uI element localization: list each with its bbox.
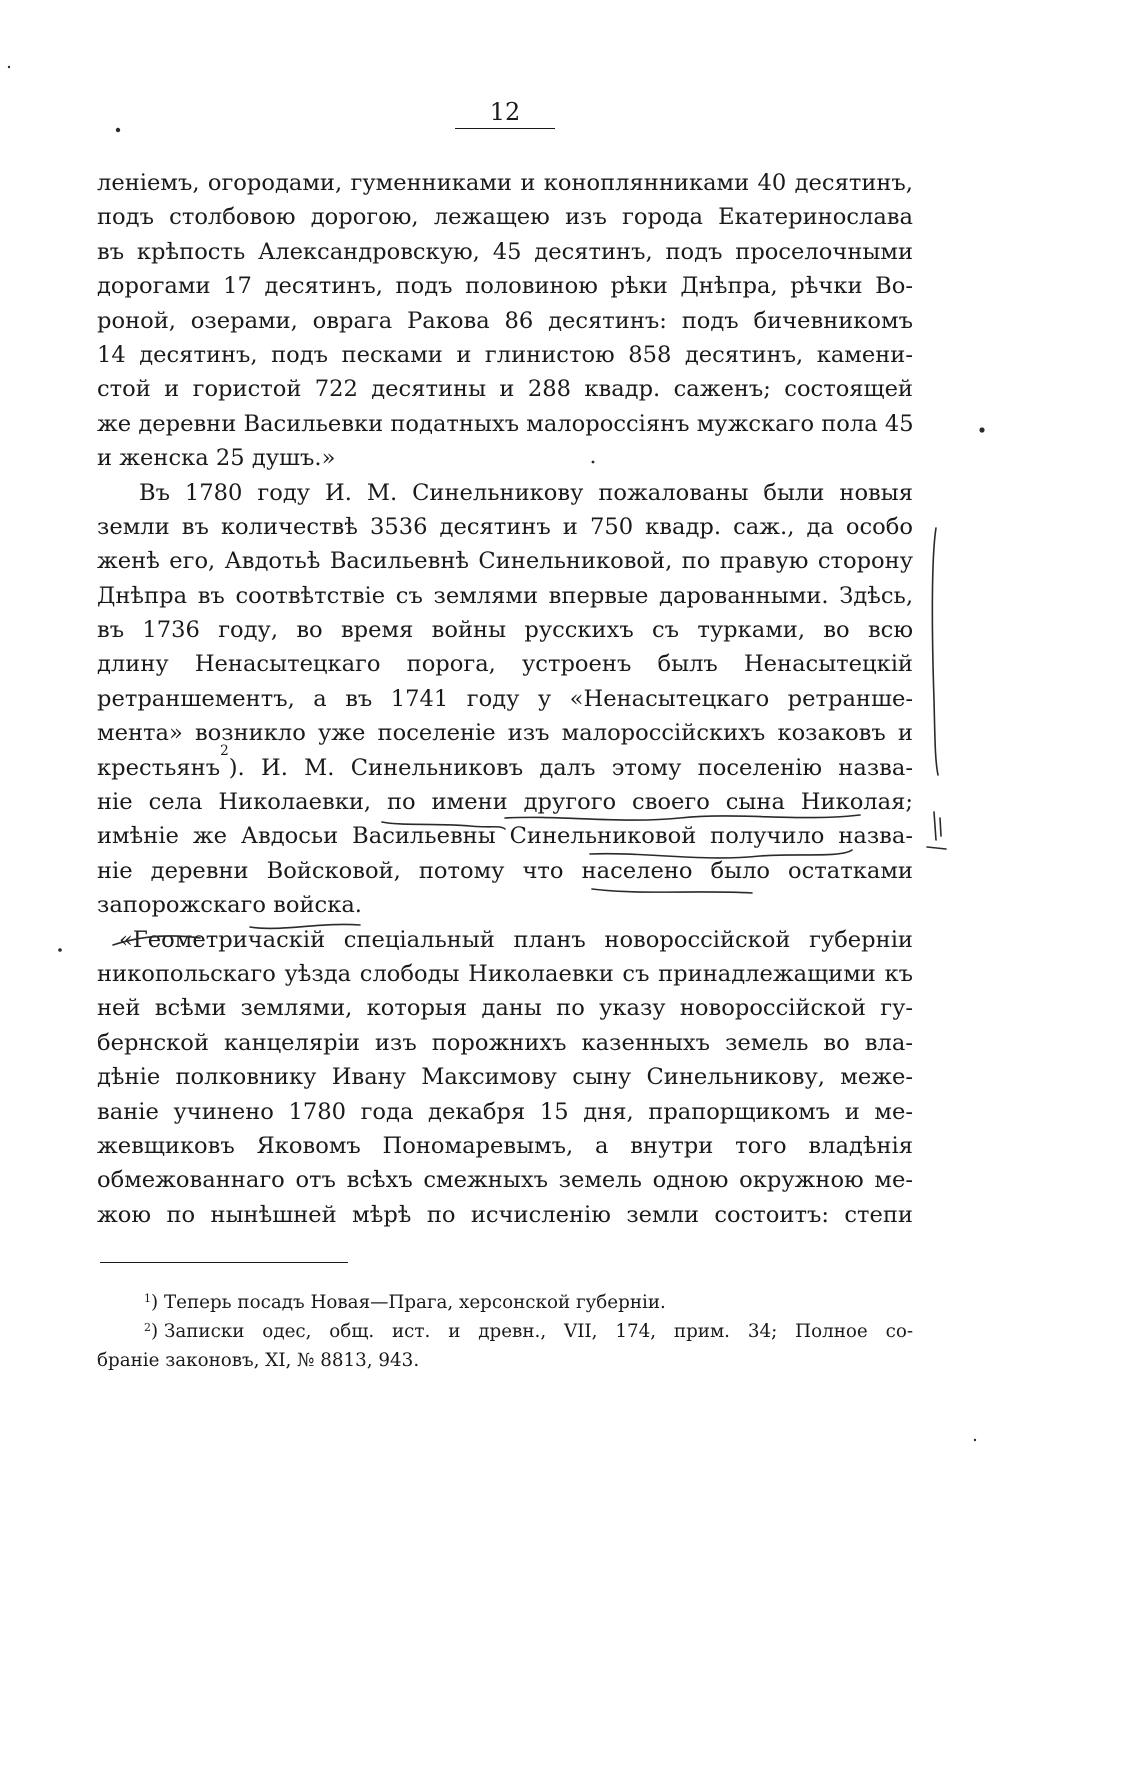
underline-mark [592,889,752,893]
text-line: дѣніе полковнику Ивану Максимову сыну Синельникову, меже- [97,1064,913,1091]
underline-mark [590,850,852,858]
footnote-text: Теперь посадъ Новая—Прага, херсонской губерніи. [163,1292,666,1313]
text-fragment: ). И. М. Синельниковъ далъ этому поселенію назва- [228,754,913,781]
footnote-line: $^1$) Теперь посадъ Новая—Прага, херсонской губерніи. [144,1291,666,1313]
page-dot-mark [974,1439,976,1441]
text-line: 14 десятинъ, подъ песками и глинистою 858 десятинъ, камени- [97,341,913,368]
text-line: обмежованнаго отъ всѣхъ смежныхъ земель одною окружною ме- [97,1167,913,1194]
text-line: жою по нынѣшней мѣрѣ по исчисленію земли состоитъ: степи [97,1201,913,1228]
footnote-line: браніе законовъ, XI, № 8813, 943. [97,1350,420,1371]
footnote-marker: 1 [144,1291,151,1305]
text-line: запорожскаго войска. [97,892,362,919]
underline-mark [250,924,360,928]
footnote-marker-wrap: $^2$) [144,1320,164,1342]
footnote-reference: 2 [220,742,229,759]
text-line: длину Ненасытецкаго порога, устроенъ былъ Ненасытецкій [97,651,913,678]
text-line: ретраншементъ, а въ 1741 году у «Ненасытецкаго ретранше- [97,685,913,712]
text-line: стой и гористой 722 десятины и 288 квадр. саженъ; состоящей [97,376,913,403]
page-dot-mark [592,461,595,464]
text-line: и женска 25 душъ.» [97,445,336,472]
text-line: же деревни Васильевки податныхъ малороссіянъ мужскаго пола 45 [97,410,914,437]
margin-arc-mark [113,936,200,945]
text-line: ніе села Николаевки, по имени другого своего сына Николая; [97,789,913,816]
page-dot-mark [979,427,984,432]
text-line: женѣ его, Авдотьѣ Васильевнѣ Синельниковой, по правую сторону [97,548,913,575]
text-line: Въ 1780 году И. М. Синельникову пожалованы были новыя [139,479,913,506]
text-line: Днѣпра въ соотвѣтствіе съ землями впервые дарованными. Здѣсь, [97,582,913,609]
footnote-marker: 2 [144,1320,151,1334]
margin-tick-mark [927,812,946,849]
text-line: «Геометричаскій спеціальный планъ новороссійской губерніи [119,926,913,953]
text-line: въ 1736 году, во время войны русскихъ съ турками, во всю [97,617,913,644]
text-line: бернской канцеляріи изъ порожнихъ казенныхъ земель во вла- [97,1029,913,1056]
text-line: въ крѣпость Александровскую, 45 десятинъ, подъ проселочными [97,238,913,265]
text-line: жевщиковъ Яковомъ Пономаревымъ, а внутри того владѣнія [97,1132,913,1159]
text-line: леніемъ, огородами, гуменниками и коноплянниками 40 десятинъ, [97,170,913,196]
page-dot-mark [8,66,10,68]
text-line: ней всѣми землями, которыя даны по указу новороссійской гу- [97,995,913,1022]
text-line: ніе деревни Войсковой, потому что населено было остатками [97,857,913,884]
text-line: земли въ количествѣ 3536 десятинъ и 750 квадр. саж., да особо [97,513,913,540]
margin-bracket-mark [932,528,938,775]
underline-mark [382,822,505,829]
text-line: ваніе учинено 1780 года декабря 15 дня, прапорщикомъ и ме- [97,1098,913,1125]
text-line: мента» возникло уже поселеніе изъ малороссійскихъ козаковъ и [97,720,913,747]
text-line: роной, озерами, оврага Ракова 86 десятинъ: подъ бичевникомъ [97,307,913,334]
text-line: никопольскаго уѣзда слободы Николаевки съ принадлежащими къ [97,960,913,987]
page-number: 12 [489,98,521,126]
text-line: дорогами 17 десятинъ, подъ половиною рѣки Днѣпра, рѣчки Во- [97,273,913,300]
text-line: имѣніе же Авдосьи Васильевны Синельниковой получило назва- [97,823,913,850]
footnote-text: Записки одес, общ. ист. и древн., VII, 174, прим. 34; Полное со- [163,1321,913,1342]
text-fragment: крестьянъ [97,754,221,781]
text-line: подъ столбовою дорогою, лежащею изъ города Екатеринослава [97,204,913,231]
underline-mark [505,815,860,820]
page-dot-mark [116,128,120,132]
page-dot-mark [58,948,62,952]
